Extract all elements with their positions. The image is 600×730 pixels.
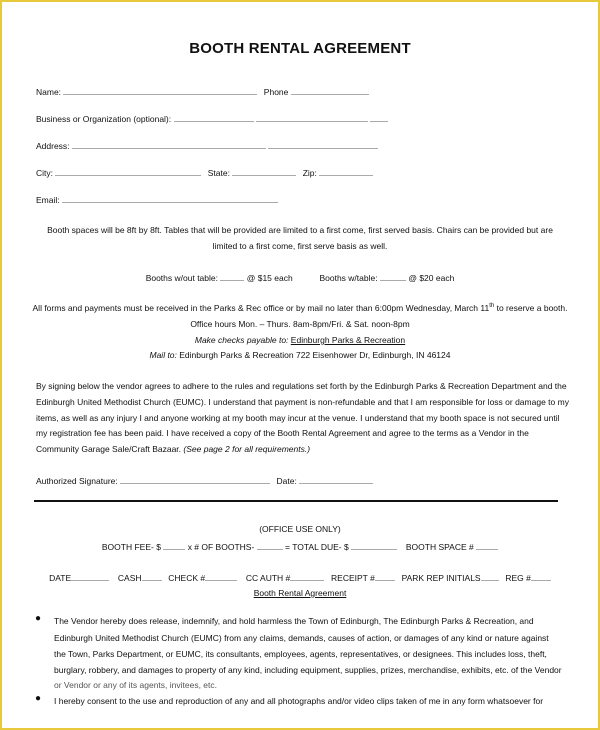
booth-info-line-1: Booth spaces will be 8ft by 8ft. Tables that will be provided are limited to a first come, first served basis. Chairs can be provided but are	[47, 225, 553, 235]
num-booths-line[interactable]	[257, 541, 283, 550]
bullet-2-line-1: I hereby consent to the use and reproduction of any and all photographs and/or video clips taken of me in any form whatsoever for	[54, 696, 544, 706]
receipt-line[interactable]	[375, 572, 395, 581]
phone-line[interactable]	[291, 86, 369, 95]
bullet-1-line-1: The Vendor hereby does release, indemnify, and hold harmless the Town of Edinburgh, The Edinburgh Parks & Recreation, and	[54, 616, 534, 626]
booths-with-table-qty[interactable]	[380, 272, 406, 281]
park-rep-label: PARK REP INITIALS	[401, 573, 481, 583]
agreement-line-5	[36, 444, 310, 454]
state-line[interactable]	[232, 167, 296, 176]
date-label: DATE	[49, 573, 72, 583]
zip-label: Zip:	[302, 168, 317, 178]
agreement-line-3: items, as well as any injury I and anyone working at my booth may incur at the venue. I understand that my booth space is not secured until	[36, 413, 560, 423]
phone-label: Phone	[263, 87, 289, 97]
signature-field[interactable]	[36, 475, 373, 486]
park-rep-line[interactable]	[481, 572, 499, 581]
checks-payable-label: Make checks payable to:	[194, 335, 289, 345]
city-label: City:	[36, 168, 53, 178]
cash-label: CASH	[117, 573, 142, 583]
email-line[interactable]	[62, 194, 278, 203]
payment-deadline-sup: th	[489, 303, 495, 310]
city-line[interactable]	[55, 167, 201, 176]
office-hours: Office hours Mon. – Thurs. 8am-8pm/Fri. & Sat. noon-8pm	[190, 319, 410, 329]
address-line-2[interactable]	[268, 140, 378, 149]
email-label: Email:	[36, 195, 60, 205]
mail-to	[2, 350, 598, 360]
signature-date-label: Date:	[276, 476, 297, 486]
address-line-1[interactable]	[72, 140, 266, 149]
payment-deadline-text: All forms and payments must be received in the Parks & Rec office or by mail no later than 6:00pm Wednesday, March 11	[32, 303, 490, 313]
booth-fee-line[interactable]	[163, 541, 185, 550]
check-line[interactable]	[205, 572, 237, 581]
booths-with-table-label: Booths w/table:	[319, 273, 378, 283]
booth-space-line[interactable]	[476, 541, 498, 550]
mail-to-label: Mail to:	[149, 350, 177, 360]
booths-without-table-label: Booths w/out table:	[145, 273, 218, 283]
checks-payee: Edinburgh Parks & Recreation	[290, 335, 406, 345]
payment-deadline-end: to reserve a booth.	[494, 303, 568, 313]
mail-address: Edinburgh Parks & Recreation 722 Eisenhower Dr, Edinburgh, IN 46124	[176, 350, 451, 360]
num-booths-label: x # OF BOOTHS-	[187, 542, 255, 552]
business-label: Business or Organization (optional):	[36, 114, 172, 124]
name-label: Name:	[36, 87, 62, 97]
signature-line[interactable]	[120, 475, 270, 484]
date-line[interactable]	[71, 572, 109, 581]
bullet-icon: ●	[35, 693, 42, 704]
zip-line[interactable]	[319, 167, 373, 176]
name-field[interactable]	[36, 86, 369, 97]
booths-with-table-price: @ $20 each	[408, 273, 455, 283]
address-label: Address:	[36, 141, 70, 151]
agreement-line-1: By signing below the vendor agrees to adhere to the rules and regulations set forth by the Edinburgh Parks & Recreation Department and the	[36, 381, 567, 391]
email-field[interactable]	[36, 194, 278, 205]
bullet-1-line-3: the Town, Parks Department, or EUMC, its consultants, employees, agents, representatives, or designees. This includes loss, theft,	[54, 649, 547, 659]
booth-fee-label: BOOTH FEE- $	[101, 542, 161, 552]
agreement-line-5-text: Community Garage Sale/Craft Bazaar.	[36, 444, 182, 454]
check-label: CHECK #	[168, 573, 206, 583]
reg-line[interactable]	[531, 572, 551, 581]
business-line-2[interactable]	[256, 113, 368, 122]
agreement-line-4: my registration fee has been paid. I have received a copy of the Booth Rental Agreement and agree to the terms as a Vendor in the	[36, 428, 529, 438]
cc-auth-label: CC AUTH #	[245, 573, 291, 583]
business-line-3[interactable]	[370, 113, 388, 122]
business-line-1[interactable]	[174, 113, 254, 122]
bullet-1-line-4: burglary, robbery, and damages to property of any kind, including equipment, supplies, prizes, merchandise, exhibits, etc. of the Vendor	[54, 665, 562, 675]
office-payment-row	[2, 572, 598, 583]
divider	[34, 500, 558, 502]
reg-label: REG #	[505, 573, 531, 583]
total-due-line[interactable]	[351, 541, 397, 550]
page-title: BOOTH RENTAL AGREEMENT	[189, 40, 411, 57]
bullet-1-line-2: Edinburgh United Methodist Church (EUMC) from any claims, demands, causes of action, or damages of any kind or nature against	[54, 633, 549, 643]
signature-date-line[interactable]	[299, 475, 373, 484]
cash-line[interactable]	[142, 572, 162, 581]
booth-space-label: BOOTH SPACE #	[405, 542, 474, 552]
booths-without-table-price: @ $15 each	[246, 273, 293, 283]
total-due-label: = TOTAL DUE- $	[285, 542, 349, 552]
booths-without-table-qty[interactable]	[220, 272, 244, 281]
cc-auth-line[interactable]	[290, 572, 324, 581]
booth-pricing	[2, 272, 598, 283]
checks-payable	[2, 335, 598, 345]
business-field[interactable]	[36, 113, 388, 124]
name-line[interactable]	[63, 86, 257, 95]
receipt-label: RECEIPT #	[331, 573, 375, 583]
city-state-zip-field[interactable]	[36, 167, 373, 178]
state-label: State:	[207, 168, 230, 178]
bullet-icon: ●	[35, 613, 42, 624]
bullet-1-line-5: or Vendor or any of its agents, invitees, etc.	[54, 680, 218, 690]
office-fee-row	[2, 541, 598, 552]
agreement-page-2-note: (See page 2 for all requirements.)	[181, 444, 311, 454]
payment-deadline	[2, 303, 598, 313]
agreement-line-2: Edinburgh United Methodist Church (EUMC). I understand that payment is non-refundable and that I am responsible for loss or damage to my	[36, 397, 569, 407]
address-field[interactable]	[36, 140, 378, 151]
signature-label: Authorized Signature:	[36, 476, 118, 486]
page-2-heading: Booth Rental Agreement	[253, 588, 347, 598]
office-use-heading: (OFFICE USE ONLY)	[259, 524, 341, 534]
booth-info-line-2: limited to a first come, first serve basis as well.	[212, 241, 388, 251]
